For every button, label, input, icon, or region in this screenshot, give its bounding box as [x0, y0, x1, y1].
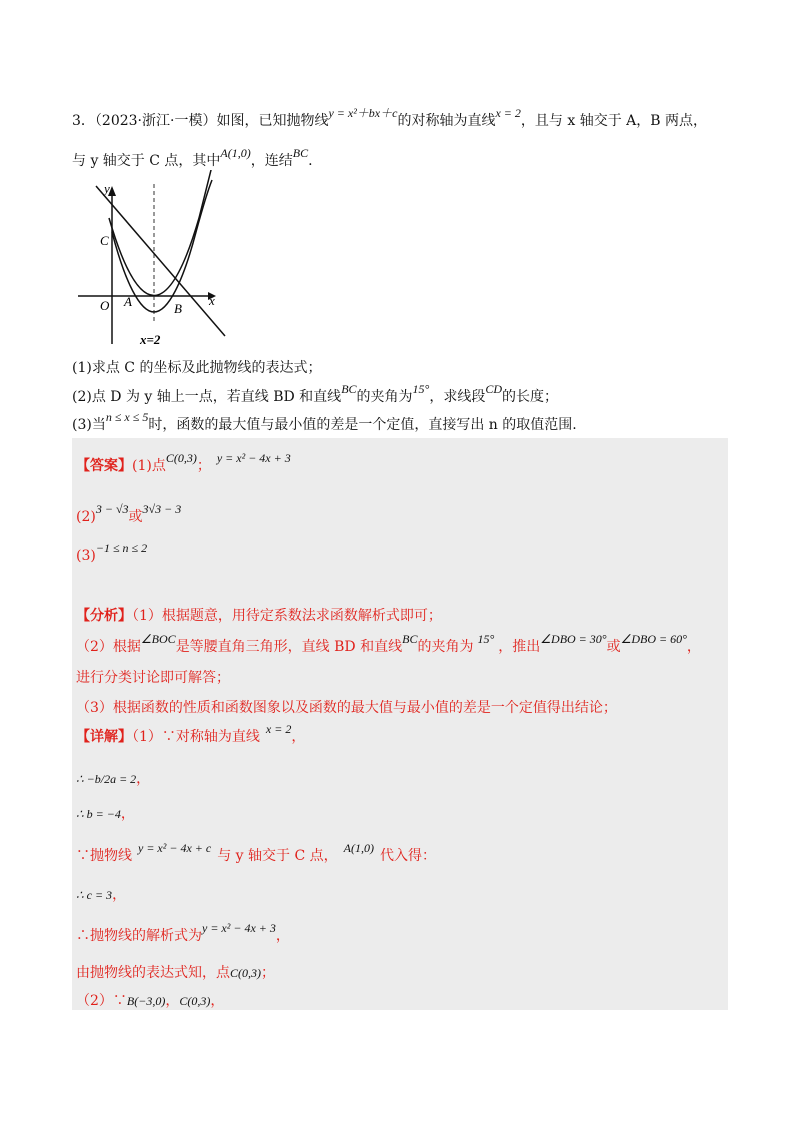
- question-text: 的对称轴为直线: [397, 113, 496, 129]
- part-3: [72, 410, 577, 434]
- analysis-text: 的夹角为: [417, 639, 474, 655]
- angle-15: 15°: [412, 382, 430, 396]
- segment-cd: CD: [485, 382, 503, 396]
- detail-text: ，: [120, 806, 135, 822]
- line-bc: [96, 186, 225, 336]
- answer-line-3: [76, 541, 148, 564]
- part-2: [72, 382, 559, 406]
- parabola-expression: y = x² − 4x + 3: [216, 451, 291, 465]
- detail-text: ；: [261, 965, 275, 981]
- analysis-text: 是等腰直角三角形，直线 BD 和直线: [175, 639, 403, 655]
- detail-text: 代入得：: [379, 848, 436, 864]
- detail-text: ，: [210, 993, 225, 1009]
- axis-equation: x = 2: [265, 722, 292, 736]
- angle-boc: ∠BOC: [140, 632, 176, 646]
- analysis-line-2: [76, 632, 701, 656]
- segment-bc: BC: [341, 382, 357, 396]
- part-text: (2)点 D 为 y 轴上一点，若直线 BD 和直线: [72, 389, 342, 405]
- analysis-text: 或: [606, 639, 621, 655]
- detail-text: ，: [291, 729, 306, 745]
- range-condition: n ≤ x ≤ 5: [105, 410, 149, 424]
- detail-text: 与 y 轴交于 C 点，: [217, 848, 338, 864]
- point-b: B(−3,0): [126, 994, 166, 1008]
- question-line-2: [72, 146, 313, 170]
- detail-text: ，: [275, 928, 290, 944]
- part-text: (3)当: [72, 417, 106, 433]
- label-b: B: [174, 301, 182, 316]
- analysis-tag: 【分析】: [76, 608, 132, 624]
- symmetry-formula: ∴ −b/2a = 2: [76, 772, 137, 786]
- detail-line-8: [76, 990, 224, 1010]
- part-text: ，求线段: [429, 389, 486, 405]
- analysis-text: ，推出: [498, 639, 541, 655]
- detail-line-3: [76, 803, 135, 823]
- segment-bc: BC: [292, 146, 309, 160]
- analysis-line-3: 进行分类讨论即可解答；: [76, 670, 230, 686]
- answer-text: 或: [128, 509, 143, 525]
- parabola-equation: y = x²＋bx＋c: [328, 106, 398, 120]
- answer-text: (1)点: [132, 458, 166, 474]
- detail-text: （2）∵: [76, 993, 127, 1009]
- detail-text: ，: [136, 771, 151, 787]
- point-c: C(0,3): [179, 994, 211, 1008]
- analysis-text: （1）根据题意，用待定系数法求函数解析式即可；: [132, 608, 442, 624]
- point-c: C(0,3): [165, 451, 197, 465]
- detail-text: ，: [112, 887, 127, 903]
- detail-text: 由抛物线的表达式知，点: [76, 965, 230, 981]
- analysis-line-1: [76, 605, 442, 625]
- answer-line-1: [76, 451, 291, 475]
- analysis-line-4: （3）根据函数的性质和函数图象以及函数的最大值与最小值的差是一个定值得出结论；: [76, 700, 617, 716]
- question-line-1: [72, 106, 708, 130]
- label-y: y: [104, 181, 110, 196]
- answer-value-1: 3 − √3: [95, 502, 129, 516]
- b-value: ∴ b = −4: [76, 807, 121, 821]
- detail-line-6: [76, 921, 290, 945]
- detail-text: ，: [165, 993, 180, 1009]
- question-text: .: [308, 153, 313, 169]
- answer-value-2: 3√3 − 3: [142, 502, 182, 516]
- angle-15: 15°: [477, 632, 495, 646]
- analysis-text: （2）根据: [76, 639, 141, 655]
- part-text: 的长度；: [502, 389, 559, 405]
- parabola-curve: [109, 170, 216, 296]
- part-text: 时，函数的最大值与最小值的差是一个定值，直接写出 n 的取值范围.: [148, 417, 577, 433]
- part-1: (1)求点 C 的坐标及此抛物线的表达式；: [72, 360, 322, 376]
- detail-text: ∴抛物线的解析式为: [76, 928, 202, 944]
- question-text: 如图，已知抛物线: [216, 113, 329, 129]
- label-x: x: [209, 293, 215, 308]
- question-text: ，连结: [250, 153, 293, 169]
- detail-line-2: [76, 768, 150, 788]
- point-c: C(0,3): [230, 966, 261, 980]
- angle-dbo-60: ∠DBO = 60°: [620, 632, 687, 646]
- answer-range: −1 ≤ n ≤ 2: [95, 541, 148, 555]
- detail-line-1: [76, 722, 306, 746]
- point-a: A(1,0): [220, 146, 251, 160]
- detail-text: ∵抛物线: [76, 848, 132, 864]
- part-text: 的夹角为: [356, 389, 413, 405]
- label-a: A: [124, 294, 132, 309]
- detail-text: （1）∵对称轴为直线: [132, 729, 260, 745]
- detail-line-4: [76, 841, 436, 865]
- c-value: ∴ c = 3: [76, 888, 113, 902]
- parabola-with-c: y = x² − 4x + c: [138, 841, 212, 855]
- detail-tag: 【详解】: [76, 729, 132, 745]
- answer-line-2: [76, 502, 182, 526]
- label-axis-x2: x=2: [140, 332, 161, 347]
- answer-text: (3): [76, 548, 96, 564]
- question-text: 与 y 轴交于 C 点，其中: [72, 153, 221, 169]
- analysis-text: ，: [686, 639, 701, 655]
- answer-tag: 【答案】: [76, 458, 132, 474]
- axis-equation: x = 2: [495, 106, 521, 120]
- point-a: A(1,0): [343, 841, 374, 855]
- parabola-figure: [70, 170, 230, 350]
- question-source: （2023·浙江·一模）: [94, 113, 217, 129]
- parabola-expression: y = x² − 4x + 3: [202, 921, 276, 935]
- label-o: O: [100, 298, 110, 313]
- question-text: ，且与 x 轴交于 A，B 两点，: [520, 113, 708, 129]
- detail-line-5: [76, 884, 126, 904]
- question-number: 3．: [72, 113, 95, 129]
- answer-text: (2): [76, 509, 96, 525]
- segment-bc: BC: [402, 632, 418, 646]
- detail-line-7: [76, 962, 275, 982]
- answer-text: ；: [196, 458, 211, 474]
- angle-dbo-30: ∠DBO = 30°: [540, 632, 607, 646]
- label-c: C: [100, 233, 109, 248]
